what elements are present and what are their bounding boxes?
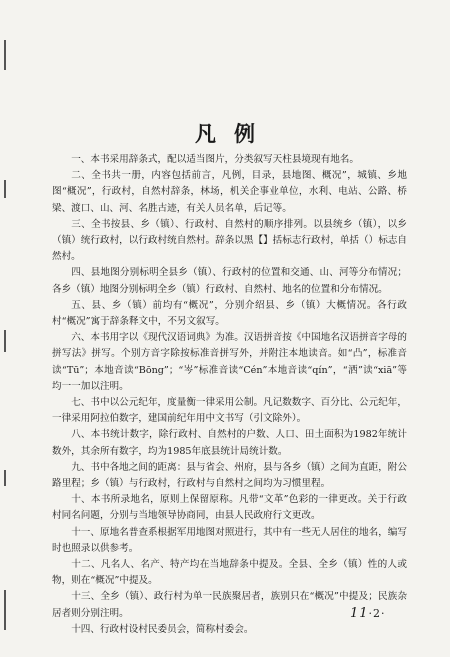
paragraph: 二、全书共一册，内容包括前言，凡例，目录，县地图、概况”，城镇、乡地图“概况”，行政村，自然村辞条，林场，机关企事业单位，水利、电站、公路、桥梁、渡口、山、河、名胜古迹，有关人员名单，后记等。 [52,170,407,214]
paragraph: 六、本书用字以《现代汉语词典》为准。汉语拼音按《中国地名汉语拼音字母的拼写法》拼写。个别方音字除按标准音拼写外，并附注本地读音。如“凸”，标准音读“Tū”；本地音读“Bōng”；“岑”标准音读“Cén”本地音读“qín”，“洒”读“xiā”等均一一加以注明。 [52,332,407,392]
page-title: 凡例 [195,121,273,146]
body-text [52,152,407,638]
paragraph: 四、县地图分别标明全县乡（镇）、行政村的位置和交通、山、河等分布情况；各乡（镇）地图分别标明全乡（镇）行政村、自然村、地名的位置和分布情况。 [52,267,407,295]
binding-edge [4,0,14,657]
paragraph: 七、书中以公元纪年，度量衡一律采用公制。凡记数数字、百分比、公元纪年，一律采用阿拉伯数字，建国前纪年用中文书写（引文除外）。 [52,397,407,425]
paragraph: 十一、原地名普查系根据军用地图对照进行，其中有一些无人居住的地名，编写时也照录以供参考。 [52,526,407,554]
paragraph: 一、本书采用辞条式，配以适当图片，分类叙写天柱县境现有地名。 [71,154,359,165]
paragraph: 九、书中各地之间的距离：县与省会、州府，县与各乡（镇）之间为直距，附公路里程；乡（镇）与行政村，行政村与自然村之间均为习惯里程。 [52,461,407,490]
paragraph: 十四、行政村设村民委员会，简称村委会。 [71,623,254,635]
paragraph: 五、县、乡（镇）前均有“概况”，分别介绍县、乡（镇）大概情况。各行政村“概况”寓于辞条释文中，不另文叙写。 [52,299,407,328]
handwritten-number: 11 [350,606,369,621]
paragraph: 十二、凡名人、名产、特产均在当地辞条中提及。全县、全乡（镇）性的人或物，则在“概况”中提及。 [52,559,407,587]
paragraph: 八、本书统计数字，除行政村、自然村的户数、人口、田土面积为1982年统计数外，其余所有数字，均为1985年底县统计局统计数。 [52,429,407,457]
printed-page-number: ·2· [368,607,386,620]
paragraph: 三、全书按县、乡（镇）、行政村、自然村的顺序排列。以县统乡（镇），以乡（镇）统行政村，以行政村统自然村。辞条以黑【】括标志行政村，单括（）标志自然村。 [52,218,407,263]
paragraph: 十三、全乡（镇）、政行村为单一民族聚居者，族别只在“概况”中提及；民族杂居者则分别注明。 [52,591,407,619]
paragraph: 十、本书所录地名，原则上保留原称。凡带“文革”色彩的一律更改。关于行政村同名问题，分别与当地领导协商同，由县人民政府行文更改。 [52,494,407,522]
page-number [350,606,386,621]
